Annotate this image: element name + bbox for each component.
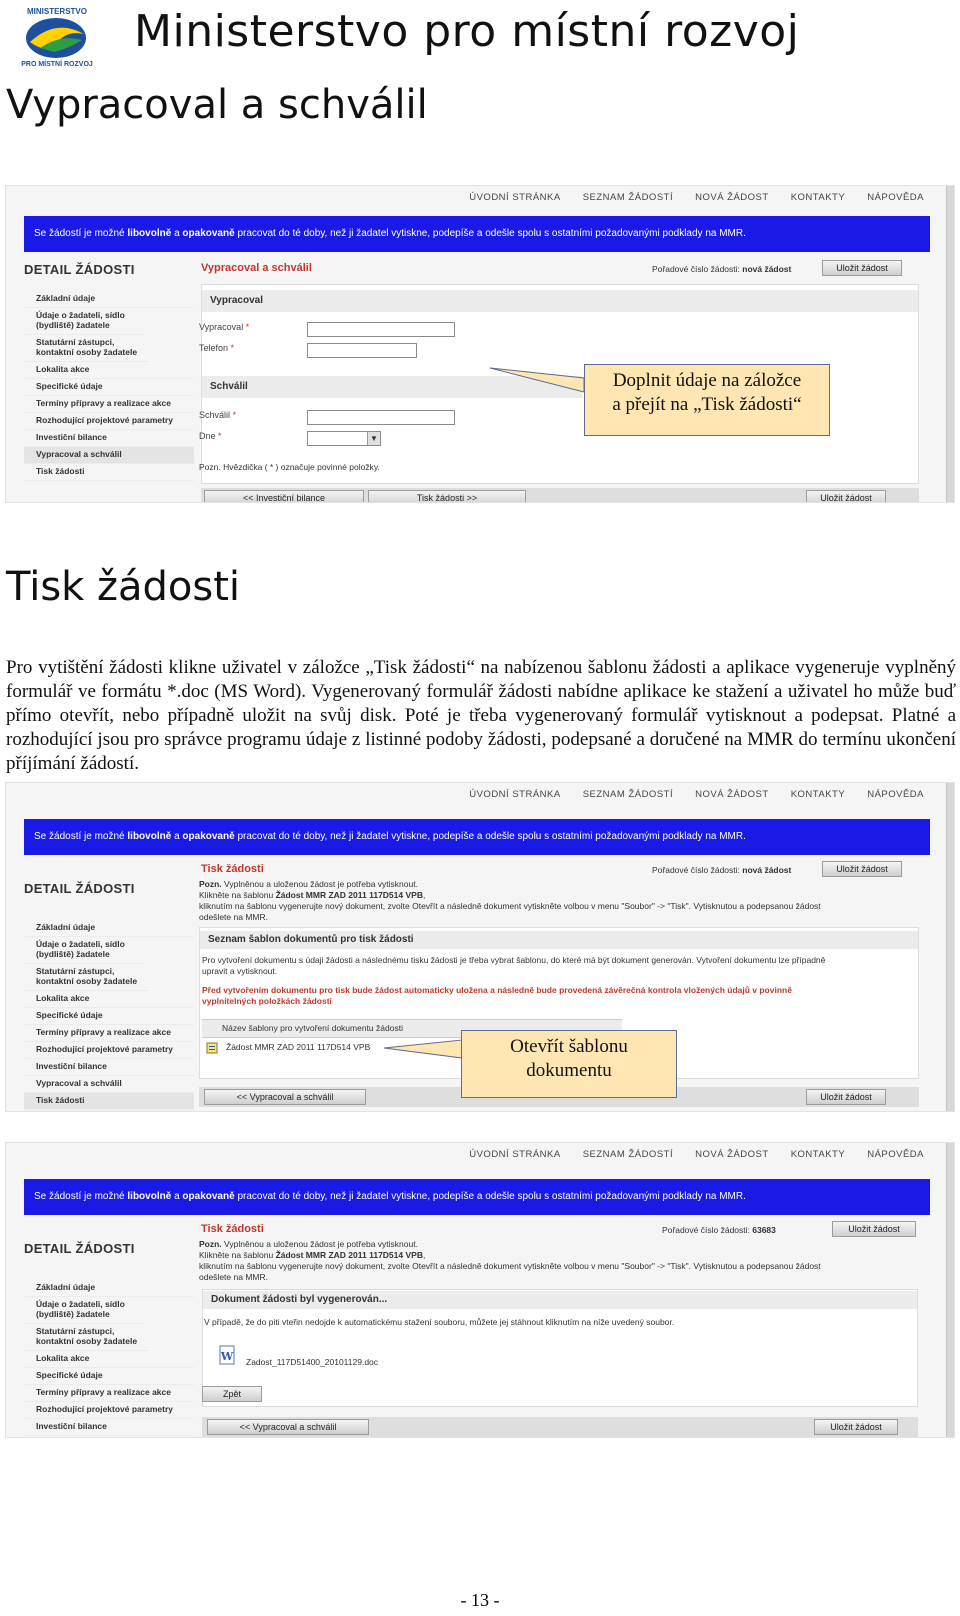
save-button-top[interactable]: Uložit žádost xyxy=(822,260,902,276)
sidebar-item-zakladni[interactable]: Základní údaje xyxy=(24,920,194,937)
sidebar-item-terminy[interactable]: Termíny přípravy a realizace akce xyxy=(24,1025,194,1042)
logo-text-bottom: PRO MÍSTNÍ ROZVOJ xyxy=(21,61,93,68)
callout-pointer-2 xyxy=(384,1036,464,1066)
sidebar xyxy=(24,881,194,1110)
order-number: Pořadové číslo žádosti: 63683 xyxy=(662,1225,776,1235)
form-title-wrap xyxy=(201,863,264,875)
screenshot-tisk-vygenerovan xyxy=(5,1142,955,1438)
scrollbar[interactable] xyxy=(946,1143,954,1437)
dne-select[interactable] xyxy=(307,431,381,446)
info-banner: Se žádostí je možné libovolně a opakovaně pracovat do té doby, než ji žadatel vytiskne, podepíše a odešle spolu s ostatními požadovanými podklady na MMR. xyxy=(24,1179,930,1215)
sidebar-item-zadatel[interactable]: Údaje o žadateli, sídlo (bydliště) žadatele xyxy=(24,937,144,964)
info-banner: Se žádostí je možné libovolně a opakovaně pracovat do té doby, než ji žadatel vytiskne, podepíše a odešle spolu s ostatními požadovanými podklady na MMR. xyxy=(24,216,930,252)
nav-new[interactable]: NOVÁ ŽÁDOST xyxy=(695,192,769,203)
nav-new[interactable]: NOVÁ ŽÁDOST xyxy=(695,789,769,800)
next-tisk-button[interactable]: Tisk žádosti >> xyxy=(368,490,526,503)
back-vypracoval-button[interactable]: << Vypracoval a schválil xyxy=(207,1419,369,1435)
top-nav xyxy=(469,1149,924,1163)
zpet-button[interactable]: Zpět xyxy=(202,1386,262,1402)
sidebar-item-statutarni[interactable]: Statutární zástupci, kontaktní osoby žadatele xyxy=(24,1324,149,1351)
word-document-icon xyxy=(218,1345,238,1365)
scrollbar[interactable] xyxy=(946,186,954,502)
schvalil-label: Schválil * xyxy=(199,410,237,420)
back-vypracoval-button[interactable]: << Vypracoval a schválil xyxy=(204,1089,366,1105)
tisk-instructions: Pozn. Vyplněnou a uloženou žádost je potřeba vytisknout. Klikněte na šablonu Žádost MMR ZAD 2011 117D514 VPB, kliknutím na šablonu vygenerujte nový dokument, zvolte Otevřít a následně dokument vytiskněte volbou v menu "Soubor" -> "Tisk". Vytisknutou a podepsanou žádost odešlete na MMR. xyxy=(199,879,821,922)
top-nav xyxy=(469,789,924,803)
form-title-wrap xyxy=(201,262,312,274)
callout-line-2: dokumentu xyxy=(526,1060,612,1081)
nav-contacts[interactable]: KONTAKTY xyxy=(790,789,846,800)
save-button-top[interactable]: Uložit žádost xyxy=(822,861,902,877)
templates-table-head: Název šablony pro vytvoření dokumentu žádosti xyxy=(202,1019,622,1038)
nav-help[interactable]: NÁPOVĚDA xyxy=(867,1149,924,1160)
scrollbar[interactable] xyxy=(946,783,954,1111)
sidebar xyxy=(24,262,194,481)
sidebar-item-lokalita[interactable]: Lokalita akce xyxy=(24,362,194,379)
sidebar-item-tisk[interactable]: Tisk žádosti xyxy=(24,464,194,481)
back-investicni-button[interactable]: << Investiční bilance xyxy=(204,490,364,503)
sidebar-item-statutarni[interactable]: Statutární zástupci, kontaktní osoby žadatele xyxy=(24,964,149,991)
sidebar-item-parametry[interactable]: Rozhodující projektové parametry xyxy=(24,413,194,430)
section-heading-vypracoval: Vypracoval a schválil xyxy=(6,82,428,128)
vypracoval-label: Vypracoval * xyxy=(199,322,250,332)
nav-home[interactable]: ÚVODNÍ STRÁNKA xyxy=(469,789,561,800)
save-button-bottom[interactable]: Uložit žádost xyxy=(806,490,886,503)
page-number: - 13 - xyxy=(460,1590,500,1610)
logo-text-top: MINISTERSTVO xyxy=(26,7,88,16)
save-button-bottom[interactable]: Uložit žádost xyxy=(806,1089,886,1105)
sidebar-item-specificke[interactable]: Specifické údaje xyxy=(24,379,194,396)
sidebar-item-specificke[interactable]: Specifické údaje xyxy=(24,1008,194,1025)
form-title-wrap xyxy=(201,1223,264,1235)
generated-panel-head: Dokument žádosti byl vygenerován... xyxy=(203,1291,917,1309)
vypracoval-input[interactable] xyxy=(307,322,455,337)
nav-help[interactable]: NÁPOVĚDA xyxy=(867,192,924,203)
telefon-input[interactable] xyxy=(307,343,417,358)
tisk-paragraph: Pro vytištění žádosti klikne uživatel v záložce „Tisk žádosti“ na nabízenou šablonu žádosti a aplikace vygeneruje vyplněný formulář ve formátu *.doc (MS Word). Vygenerovaný formulář žádosti nabídne aplikace ke stažení a uživatel ho může buď přímo otevřít, nebo případně uložit na svůj disk. Poté je třeba vygenerovaný formulář vytisknout a podepsat. Platné a rozhodující jsou pro správce programu údaje z listinné podoby žádosti, podepsané a doručené na MMR do termínu ukončení příjímání žádostí. xyxy=(6,657,956,774)
sidebar-item-vypracoval[interactable]: Vypracoval a schválil xyxy=(24,1076,194,1093)
tisk-instructions: Pozn. Vyplněnou a uloženou žádost je potřeba vytisknout. Klikněte na šablonu Žádost MMR ZAD 2011 117D514 VPB, kliknutím na šablonu vygenerujte nový dokument, zvolte Otevřít a následně dokument vytiskněte volbou v menu "Soubor" -> "Tisk". Vytisknutou a podepsanou žádost odešlete na MMR. xyxy=(199,1239,821,1282)
ministry-title: Ministerstvo pro místní rozvoj xyxy=(134,6,800,57)
sidebar-item-terminy[interactable]: Termíny přípravy a realizace akce xyxy=(24,1385,194,1402)
nav-list[interactable]: SEZNAM ŽÁDOSTÍ xyxy=(582,192,674,203)
sidebar-item-zakladni[interactable]: Základní údaje xyxy=(24,291,194,308)
callout-vypracoval xyxy=(584,364,830,436)
form-title: Vypracoval a schválil xyxy=(201,262,312,274)
sidebar-item-bilance[interactable]: Investiční bilance xyxy=(24,430,194,447)
nav-list[interactable]: SEZNAM ŽÁDOSTÍ xyxy=(582,1149,674,1160)
nav-help[interactable]: NÁPOVĚDA xyxy=(867,789,924,800)
top-nav xyxy=(469,192,924,206)
generated-file-link[interactable]: Zadost_117D51400_20101129.doc xyxy=(246,1357,379,1367)
sidebar-item-parametry[interactable]: Rozhodující projektové parametry xyxy=(24,1042,194,1059)
callout-line-2: a přejít na „Tisk žádosti“ xyxy=(612,394,802,415)
callout-pointer-1 xyxy=(490,364,590,394)
ministry-logo-icon xyxy=(10,4,104,68)
order-number: Pořadové číslo žádosti: nová žádost xyxy=(652,865,792,875)
form-title: Tisk žádosti xyxy=(201,863,264,875)
form-title: Tisk žádosti xyxy=(201,1223,264,1235)
callout-line-1: Otevřít šablonu xyxy=(510,1036,628,1057)
sidebar-item-lokalita[interactable]: Lokalita akce xyxy=(24,991,194,1008)
nav-home[interactable]: ÚVODNÍ STRÁNKA xyxy=(469,192,561,203)
nav-contacts[interactable]: KONTAKTY xyxy=(790,192,846,203)
sidebar-title: DETAIL ŽÁDOSTI xyxy=(24,1241,135,1256)
sidebar-title: DETAIL ŽÁDOSTI xyxy=(24,881,135,896)
telefon-label: Telefon * xyxy=(199,343,235,353)
svg-text:W: W xyxy=(220,1350,234,1363)
vypracoval-section-head: Vypracoval xyxy=(202,290,918,312)
sidebar-title: DETAIL ŽÁDOSTI xyxy=(24,262,135,277)
required-note: Pozn. Hvězdička ( * ) označuje povinné položky. xyxy=(199,462,380,472)
sidebar-item-parametry[interactable]: Rozhodující projektové parametry xyxy=(24,1402,194,1419)
template-link[interactable]: Žádost MMR ZAD 2011 117D514 VPB xyxy=(226,1042,371,1052)
callout-line-1: Doplnit údaje na záložce xyxy=(612,370,802,391)
sidebar-item-statutarni[interactable]: Statutární zástupci, kontaktní osoby žadatele xyxy=(24,335,149,362)
sidebar-item-specificke[interactable]: Specifické údaje xyxy=(24,1368,194,1385)
sidebar-item-bilance[interactable]: Investiční bilance xyxy=(24,1419,194,1436)
schvalil-input[interactable] xyxy=(307,410,455,425)
sidebar xyxy=(24,1241,194,1436)
dne-label: Dne * xyxy=(199,431,222,441)
generated-panel-text: V případě, že do piti vteřin nedojde k automatickému stažení souboru, můžete jej stáhnout kliknutím na níže uvedený soubor. xyxy=(204,1317,675,1327)
nav-contacts[interactable]: KONTAKTY xyxy=(790,1149,846,1160)
sidebar-item-tisk[interactable]: Tisk žádosti xyxy=(24,1093,194,1110)
template-word-icon xyxy=(206,1041,218,1053)
sidebar-item-vypracoval[interactable]: Vypracoval a schválil xyxy=(24,447,194,464)
sidebar-item-zadatel[interactable]: Údaje o žadateli, sídlo (bydliště) žadatele xyxy=(24,308,144,335)
nav-new[interactable]: NOVÁ ŽÁDOST xyxy=(695,1149,769,1160)
sidebar-item-zadatel[interactable]: Údaje o žadateli, sídlo (bydliště) žadatele xyxy=(24,1297,144,1324)
screenshot-vypracoval-schvalil xyxy=(5,185,955,503)
nav-list[interactable]: SEZNAM ŽÁDOSTÍ xyxy=(582,789,674,800)
nav-home[interactable]: ÚVODNÍ STRÁNKA xyxy=(469,1149,561,1160)
save-button-top[interactable]: Uložit žádost xyxy=(832,1221,916,1237)
save-button-bottom[interactable]: Uložit žádost xyxy=(814,1419,898,1435)
sidebar-item-bilance[interactable]: Investiční bilance xyxy=(24,1059,194,1076)
sidebar-item-zakladni[interactable]: Základní údaje xyxy=(24,1280,194,1297)
info-banner: Se žádostí je možné libovolně a opakovaně pracovat do té doby, než ji žadatel vytiskne, podepíše a odešle spolu s ostatními požadovanými podklady na MMR. xyxy=(24,819,930,855)
section-heading-tisk: Tisk žádosti xyxy=(6,564,241,610)
templates-warning: Před vytvořením dokumentu pro tisk bude žádost automaticky uložena a následně bude provedená závěrečná kontrola vložených údajů v povinně vyplnitelných položkách žádosti xyxy=(202,985,792,1006)
templates-panel-head: Seznam šablon dokumentů pro tisk žádosti xyxy=(200,931,918,949)
sidebar-item-lokalita[interactable]: Lokalita akce xyxy=(24,1351,194,1368)
chevron-down-icon: ▼ xyxy=(367,432,380,445)
schvalil-section-head: Schválil xyxy=(202,376,582,398)
callout-sablona xyxy=(461,1030,677,1098)
order-number: Pořadové číslo žádosti: nová žádost xyxy=(652,264,792,274)
ministry-logo xyxy=(10,4,104,68)
sidebar-item-terminy[interactable]: Termíny přípravy a realizace akce xyxy=(24,396,194,413)
templates-panel-text: Pro vytvoření dokumentu s údaji žádosti a následnému tisku žádosti je třeba vybrat šablonu, do které má být dokument generován. Vytvoření dokumentu lze případně upravit a vytisknout. xyxy=(202,955,826,976)
